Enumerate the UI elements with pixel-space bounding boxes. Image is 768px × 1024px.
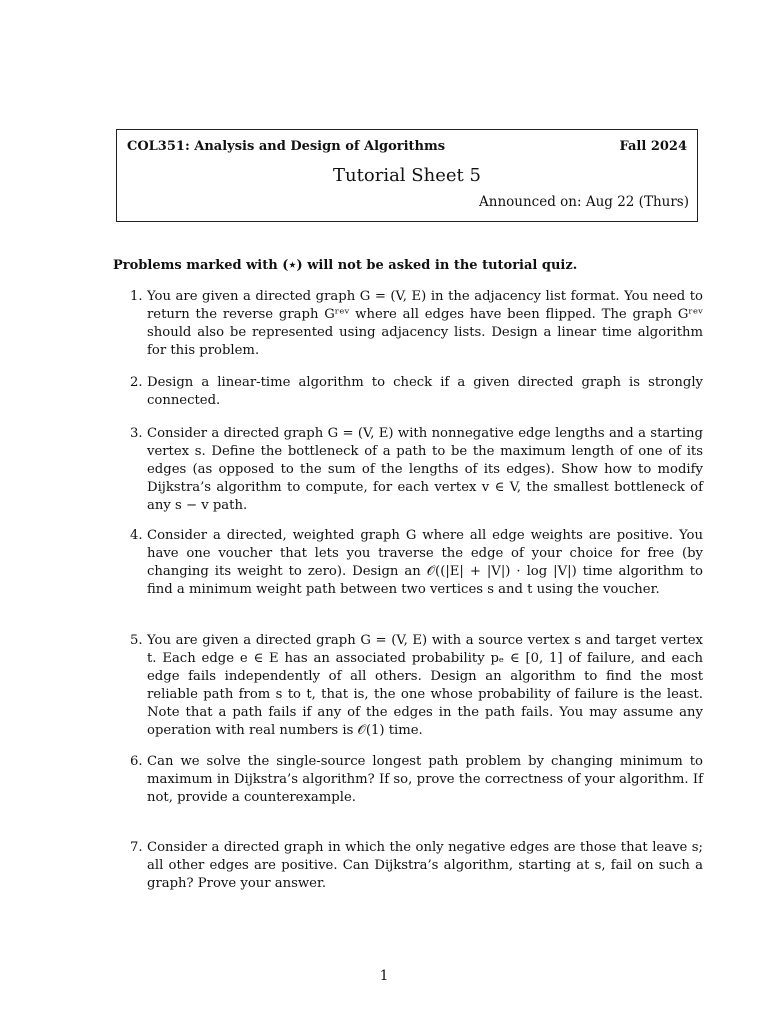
header-box [116, 129, 698, 222]
course-title: COL351: Analysis and Design of Algorithms [127, 139, 446, 154]
problem-text: You are given a directed graph G = (V, E) with a source vertex s and target vertex t. Each edge e ∈ E has an associated probability pₑ ∈ [0, 1] of failure, and each edge fails independently of all others. Design an algorithm to find the most reliable path from s to t, that is, the one whose probability of failure is the least. Note that a path fails if any of the edges in the path fails. You may assume any operation with real numbers is 𝒪(1) time. [147, 633, 703, 738]
announced-date: Announced on: Aug 22 (Thurs) [479, 194, 689, 210]
problem-text: Consider a directed graph in which the only negative edges are those that leave s; all other edges are positive. Can Dijkstra’s algorithm, starting at s, fail on such a graph? Prove your answer. [147, 840, 703, 891]
problem-number: 2. [130, 375, 143, 390]
problem-number: 6. [130, 754, 143, 769]
problem-text: Consider a directed, weighted graph G where all edge weights are positive. You have one voucher that lets you traverse the edge of your choice for free (by changing its weight to zero). Design an 𝒪((|E| + |V|) · log |V|) time algorithm to find a minimum weight path between two vertices s and t using the voucher. [147, 528, 703, 597]
term-label: Fall 2024 [619, 139, 687, 154]
page-number: 1 [379, 968, 389, 984]
problem-text: Consider a directed graph G = (V, E) with nonnegative edge lengths and a starting vertex s. Define the bottleneck of a path to be the maximum length of one of its edges (as opposed to the sum of the lengths of its edges). Show how to modify Dijkstra’s algorithm to compute, for each vertex v ∈ V, the smallest bottleneck of any s − v path. [147, 426, 703, 513]
problem-text: Can we solve the single-source longest path problem by changing minimum to maximum in Dijkstra’s algorithm? If so, prove the correctness of your algorithm. If not, provide a counterexample. [147, 754, 703, 805]
problem-text: You are given a directed graph G = (V, E) in the adjacency list format. You need to return the reverse graph Gʳᵉᵛ where all edges have been flipped. The graph Gʳᵉᵛ should also be represented using adjacency lists. Design a linear time algorithm for this problem. [147, 289, 703, 358]
problem-number: 5. [130, 633, 143, 648]
problem-number: 7. [130, 840, 143, 855]
problem-number: 4. [130, 528, 143, 543]
sheet-title: Tutorial Sheet 5 [333, 165, 481, 186]
problem-text: Design a linear-time algorithm to check if a given directed graph is strongly connected. [147, 375, 703, 408]
problem-number: 3. [130, 426, 143, 441]
problem-number: 1. [130, 289, 143, 304]
quiz-note: Problems marked with (⋆) will not be asked in the tutorial quiz. [113, 258, 578, 273]
